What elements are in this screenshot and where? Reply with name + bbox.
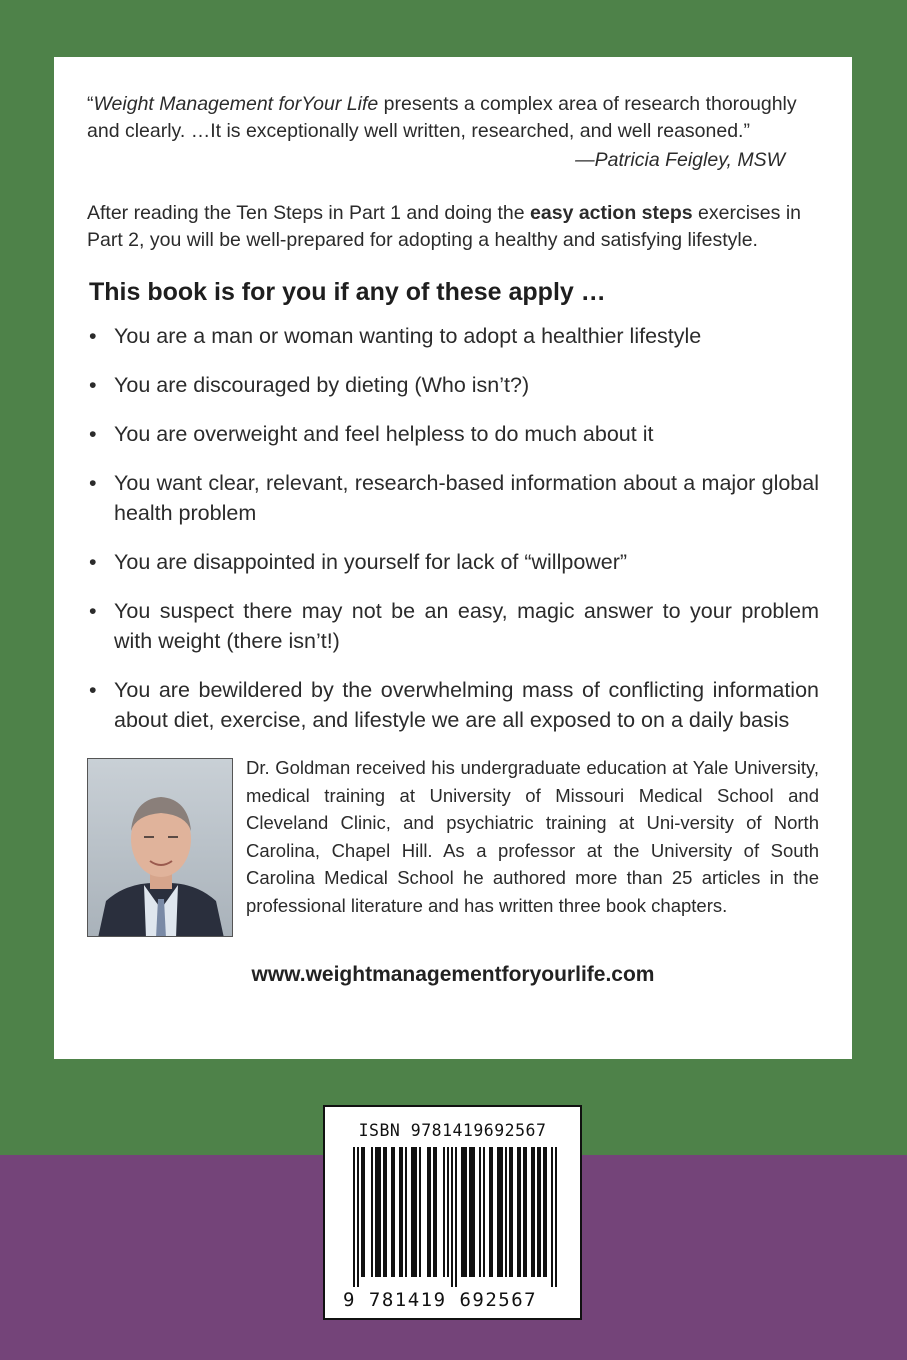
- barcode-bar: [361, 1147, 363, 1277]
- bullet-icon: •: [89, 471, 97, 495]
- barcode-bar: [429, 1147, 431, 1277]
- barcode-bar: [405, 1147, 407, 1277]
- endorsement-attribution: —Patricia Feigley, MSW: [575, 149, 785, 171]
- bullet-icon: •: [89, 599, 97, 623]
- barcode-bar: [539, 1147, 541, 1277]
- barcode-bar: [483, 1147, 485, 1277]
- isbn-label: ISBN 9781419692567: [358, 1121, 547, 1140]
- barcode-bar: [413, 1147, 415, 1277]
- author-photo: [87, 758, 233, 937]
- barcode-bar: [497, 1147, 499, 1277]
- barcode-bar: [379, 1147, 381, 1277]
- barcode-bar: [525, 1147, 527, 1277]
- barcode-bar: [545, 1147, 547, 1277]
- barcode-bar: [401, 1147, 403, 1277]
- barcode-bar: [391, 1147, 393, 1277]
- barcode-bar: [427, 1147, 429, 1277]
- list-item: • You are disappointed in yourself for lack of “willpower”: [87, 547, 819, 577]
- bullet-icon: •: [89, 324, 97, 348]
- barcode-bar: [465, 1147, 467, 1277]
- barcode-bar: [377, 1147, 379, 1277]
- list-item: • You are discouraged by dieting (Who isn’t?): [87, 370, 819, 400]
- bullet-icon: •: [89, 550, 97, 574]
- barcode-bar: [551, 1147, 553, 1287]
- barcode-bar: [555, 1147, 557, 1287]
- book-title-italic: Weight Management forYour Life: [93, 93, 379, 115]
- barcode-bar: [499, 1147, 501, 1277]
- endorsement-quote: “Weight Management forYour Life presents a complex area of research thoroughly and clearly. …It is exceptionally well written, researched, and well reasoned.”: [87, 93, 797, 142]
- barcode-bar: [415, 1147, 417, 1277]
- barcode-bar: [537, 1147, 539, 1277]
- barcode-bar: [353, 1147, 355, 1287]
- barcode-bar: [433, 1147, 435, 1277]
- apply-list: [87, 321, 819, 735]
- barcode-bar: [451, 1147, 453, 1287]
- barcode-bar: [363, 1147, 365, 1277]
- barcode-bar: [455, 1147, 457, 1287]
- list-heading: This book is for you if any of these apply …: [89, 278, 606, 306]
- barcode-bar: [479, 1147, 481, 1277]
- author-bio-section: [87, 754, 819, 949]
- barcode-bar: [509, 1147, 511, 1277]
- barcode-bar: [375, 1147, 377, 1277]
- barcode-bar: [435, 1147, 437, 1277]
- barcode-bar: [443, 1147, 445, 1277]
- barcode-bar: [473, 1147, 475, 1277]
- barcode-bar: [505, 1147, 507, 1277]
- barcode-bar: [411, 1147, 413, 1277]
- barcode-bar: [461, 1147, 463, 1277]
- list-item: • You are a man or woman wanting to adopt a healthier lifestyle: [87, 321, 819, 351]
- barcode-bar: [533, 1147, 535, 1277]
- barcode-bar: [517, 1147, 519, 1277]
- ean-digits: 9 781419 692567: [343, 1289, 538, 1311]
- barcode-bar: [523, 1147, 525, 1277]
- barcode-bar: [447, 1147, 449, 1277]
- barcode-bar: [469, 1147, 471, 1277]
- barcode-bar: [491, 1147, 493, 1277]
- barcode-bar: [393, 1147, 395, 1277]
- isbn-barcode-box: [323, 1105, 582, 1320]
- barcode-bar: [471, 1147, 473, 1277]
- back-cover-text-panel: [54, 57, 852, 1059]
- barcode-bar: [399, 1147, 401, 1277]
- barcode-bar: [489, 1147, 491, 1277]
- bullet-icon: •: [89, 422, 97, 446]
- barcode-bar: [543, 1147, 545, 1277]
- barcode-bar: [383, 1147, 385, 1277]
- barcode-bar: [385, 1147, 387, 1277]
- barcode-bar: [357, 1147, 359, 1287]
- author-bio-text: Dr. Goldman received his undergraduate education at Yale University, medical training at University of Missouri Medical School and Cleveland Clinic, and psychiatric training at Uni-versity of North Carolina, Chapel Hill. As a professor at the University of South Carolina Medical School he authored more than 25 articles in the professional literature and has written three book chapters.: [246, 757, 819, 916]
- bullet-icon: •: [89, 373, 97, 397]
- bullet-icon: •: [89, 678, 97, 702]
- barcode-bar: [419, 1147, 421, 1277]
- barcode-bar: [371, 1147, 373, 1277]
- barcode-bar: [501, 1147, 503, 1277]
- barcode-bar: [463, 1147, 465, 1277]
- website-link[interactable]: www.weightmanagementforyourlife.com: [251, 963, 655, 986]
- barcode-bar: [519, 1147, 521, 1277]
- list-item: • You are overweight and feel helpless to do much about it: [87, 419, 819, 449]
- easy-action-steps-bold: easy action steps: [530, 202, 693, 224]
- barcode-bar: [531, 1147, 533, 1277]
- list-item: • You are bewildered by the overwhelming mass of conflicting information about diet, exercise, and lifestyle we are all exposed to on a daily basis: [87, 675, 819, 735]
- barcode-bar: [511, 1147, 513, 1277]
- list-item: • You want clear, relevant, research-based information about a major global health problem: [87, 468, 819, 528]
- intro-paragraph: After reading the Ten Steps in Part 1 and doing the easy action steps exercises in Part 2, you will be well-prepared for adopting a healthy and satisfying lifestyle.: [87, 202, 801, 251]
- barcode-icon: [347, 1147, 563, 1287]
- list-item: • You suspect there may not be an easy, magic answer to your problem with weight (there isn’t!): [87, 596, 819, 656]
